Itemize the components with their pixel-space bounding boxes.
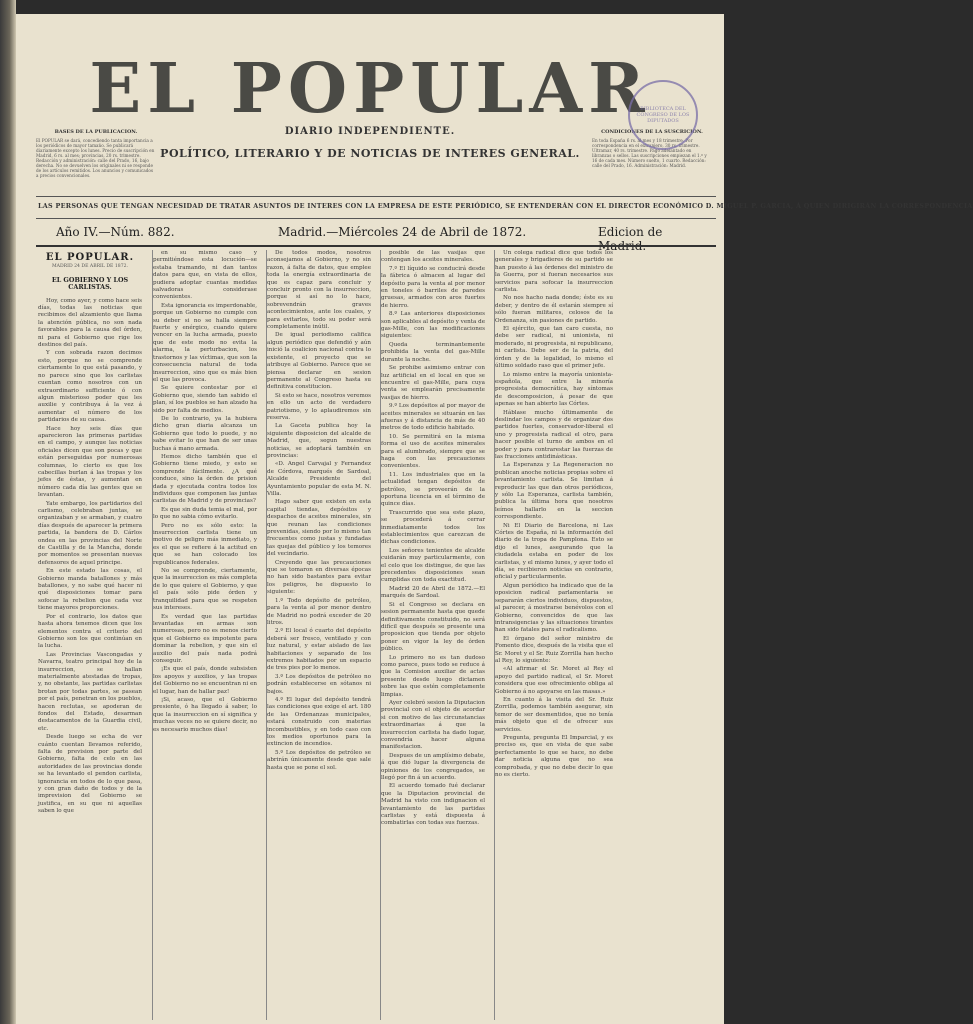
paragraph: Hace hoy seis días que aparecieron las primeras partidas en el campo, y aunque las noticias oficiales dicen que son pocas y que están perseguidas por numerosas columnas, lo cierto es que los cabecillas burlan á las tropas y los jefes de éstas, y aumentan en número cada día las gentes que se levantan.: [38, 425, 142, 499]
section-header: EL POPULAR.: [45, 252, 135, 263]
volume-number: Año IV.—Núm. 882.: [56, 225, 175, 239]
paragraph: 4.º El lugar del depósito tendrá las condiciones que exige el art. 180 de las Ordenanzas municipales, estará construido con materias incombustibles, y en todo caso con los medios oportunos para la extincion de incendios.: [267, 696, 371, 748]
paragraph: posible de las vasijas que contengan los aceites minerales.: [381, 250, 485, 264]
paragraph: Las Provincias Vascongadas y Navarra, teatro principal hoy de la insurreccion, se hallan materialmente atestadas de tropas, y, no obstante, las partidas carlistas brotan por todas partes, se pasean por el país, penetran en los pueblos, hacen reclutas, se apoderan de fondos del Estado, desarman destacamentos de la Guardia civil, etc.: [38, 651, 142, 732]
paragraph: Los señores tenientes de alcalde cuidarán muy particularmente, con el celo que los distingue, de que las precedentes disposiciones sean cumplidas con toda exactitud.: [381, 547, 485, 584]
paragraph: Es verdad que las partidas levantadas en armas son numerosas, pero no es menos cierto que el Gobierno es impotente para dominar la rebelion, y que sin el auxilio del país nada podrá conseguir.: [153, 613, 257, 664]
paragraph: Es que sin duda temia el mal, por lo que no sabia cómo evitarlo.: [153, 506, 257, 521]
paragraph: 3.º Los depósitos de petróleo no podrán establecerse en sótanos ni bajos.: [267, 673, 371, 695]
paragraph: Algun periódico ha indicado que de la oposicion radical parlamentaria se separarán ciertos individuos, dispuestos, al parecer, á mostrarse benévolos con el Gobierno, convencidos de que las intransigencias y las situaciones tirantes han sido fatales para el radicalismo.: [495, 582, 613, 634]
paragraph: Pero no es sólo esto: la insurreccion carlista tiene un motivo de peligro más inmediato, y es el que se refiere á la actitud en que se han colocado los republicanos federales.: [153, 522, 257, 566]
paragraph: En este estado las cosas, el Gobierno manda batallones y más batallones, y no sabe qué hacer ni qué disposiciones tomar para sofocar la rebelion que cada vez tiene mayores proporciones.: [38, 568, 142, 612]
paragraph: Desde luego se echa de ver cuánto cuentan llevamos referido, falta de prevision por parte del Gobierno, falta de celo en las autoridades de las provincias donde se ha levantado el pendon carlista, ignorancia en todos de lo que pasa, y con gran daño de todos y de la imprevision del Gobierno se justifica, en su que ni aquellas saben lo que: [38, 734, 142, 815]
paragraph: Ni El Diario de Barcelona, ni Las Córtes de España, ni la información del diario de la tropa de Pamplona. Esto se dijo el lunes, asegurando que la ciudadela estaba en poder de los carlistas, y el mismo lunes, y ayer todo el día, se recibieron noticias en contrario, oficial y particularmente.: [495, 522, 613, 581]
paragraph: No se comprende, ciertamente, que la insurreccion es más completa de lo que quiere el Gobierno, y que el país sólo pide órden y tranquilidad para que se respeten sus intereses.: [153, 568, 257, 612]
dateline: [38, 223, 714, 243]
paragraph: Pregunta, pregunta El Imparcial, y es preciso es, que en vista de que sabe perfectamente lo que se hace, no debe dar noticia alguna que no sea comprobada, y que no debe decir lo que no es cierto.: [495, 735, 613, 779]
paragraph: La Gaceta publica hoy la siguiente disposicion del alcalde de Madrid, que, segun nuestras noticias, se adoptará también en provincias:: [267, 423, 371, 459]
notice-rule: [36, 218, 716, 219]
column-3-text: [267, 250, 371, 772]
paragraph: Hemos dicho también que el Gobierno tiene miedo, y esto se comprende fácilmente. ¿A qué conduce, sino la órden de prision dada y ejecutada contra todos los individuos que componen las juntas carlistas de Madrid y de provincias?: [153, 453, 257, 505]
issue-date: Madrid.—Miércoles 24 de Abril de 1872.: [278, 225, 527, 239]
paragraph: ¡Es que el país, donde subsisten los apoyos y auxilios, y las tropas del Gobierno no se encuentran ni en el lugar, han de hallar paz!: [153, 666, 257, 695]
paragraph: en su mismo caso y permitiéndose esta locución—se estaba tramando, ni dan tantos datos para que, en vista de ellos, pudiera adoptar cuantas medidas salvadoras considerase convenientes.: [153, 250, 257, 301]
paragraph: Se prohibe asimismo entrar con luz artificial en el local en que se encuentre el gas-Mille, para cuya venta se emplearán precisamente vasijas de hierro.: [381, 365, 485, 401]
paragraph: Hago saber que existen en esta capital tiendas, depósitos y despachos de aceites minerales, sin que reunan las condiciones prevenidas, siendo por lo mismo tan frecuentes como justas y fundadas las quejas del público y los temores del vecindario.: [267, 499, 371, 558]
paragraph: Si el Congreso se declara en sesion permanente hasta que quede definitivamente constituido, no será difícil que después se presente una proposicion que tienda por objeto poner en vigor la ley de órden público.: [381, 601, 485, 653]
subscription-conditions-heading: CONDICIONES DE LA SUSCRICION.: [601, 129, 703, 135]
paragraph: Creyendo que las precauciones que se tomaron en diversas épocas no han sido bastantes para evitar los peligros, he dispuesto lo siguiente:: [267, 559, 371, 596]
paragraph: Y con sobrada razon decimos esto, porque no se comprende ciertamente lo que está pasando, y no parece sino que los carlistas cuentan como nosotros con un extraordinario sufficiente ó con algun misterioso poder que les auxilie y contribuya á la vez á aumentar el número de los partidarios de su causa.: [38, 350, 142, 424]
paragraph: La Esperanza y La Regeneracion no publican anoche noticias propias sobre el levantamiento carlista. Se limitan á reproducir las que dan otros periódicos, y sólo La Esperanza, carlista también, publica la última hora que nosotros leímos hallarlo en la seccion correspondiente.: [495, 462, 613, 521]
paragraph: El acuerdo tomado fué declarar que la Diputacion provincial de Madrid ha visto con indignacion el levantamiento de las partidas carlistas y está dispuesta á combatirlas con todas sus fuerzas.: [381, 783, 485, 827]
page-edge: [0, 0, 16, 1024]
column-2: [152, 250, 257, 1020]
paragraph: Hoy, como ayer, y como hace seis días, todas las noticias que recibimos del alzamiento que llama la atención pública, no son nada favorables para la causa del órden, ni para el Gobierno que rige los destinos del país.: [38, 297, 142, 349]
paragraph: 2.º El local ó cuarto del depósito deberá ser fresco, ventilado y con luz natural, y estar aislado de las habitaciones y separado de los extremos habitados por un espacio de tres pies por lo menos.: [267, 628, 371, 672]
paragraph: Madrid 20 de Abril de 1872.—El marqués de Sardoal.: [381, 585, 485, 600]
paragraph: Esta ignorancia es imperdonable, porque un Gobierno no cumple con su deber si no se halla siempre fuerte y enérgico, cuando quiere vencer en la lucha armada, puesto que de este modo no evita la alarma, la perturbacion, los trastornos y las víctimas, que son la consecuencia natural de toda insurreccion, sino que es más bien el que las provoca.: [153, 302, 257, 383]
paragraph: Lo primero no es tan dudoso como parece, pues todo se reduce á que la Comision auxiliar de actas presente desde luego dictamen sobre las que estén completamente limpias.: [381, 654, 485, 698]
article-heading: EL GOBIERNO Y LOS CARLISTAS.: [51, 275, 129, 292]
dateline-rule: [36, 245, 716, 247]
paragraph: Despues de un amplísimo debate, á que dió lugar la divergencia de opiniones de los congregados, se llegó por fin á un acuerdo.: [381, 752, 485, 782]
subscription-conditions-text: En toda España 6 rs. al mes y 18 trimestre. Por correspondencia en el extranjero, 30 rs. trimestre. Ultramar, 40 rs. trimestre. Pago adelantado en libranzas o sellos. Las suscripciones empiezan el 1.º y 16 de cada mes. Número suelto, 1 cuarto. Redacción: calle del Prado, 16. Administración: Madrid.: [592, 138, 707, 168]
paragraph: El ejército, que tan caro cuesta, no debe ser radical, ni unionista, ni moderado, ni progresista, ni republicano, ni carlista. Debe ser de la patria, del órden y de la legalidad, lo mismo el último soldado raso que el primer jefe.: [495, 326, 613, 370]
paragraph: 7.º El líquido se conducirá desde la fábrica ó almacen al lugar del depósito para la venta al por menor en toneles ó barriles de paredes gruesas, armados con aros fuertes de hierro.: [381, 265, 485, 309]
paragraph: 10. Se permitirá en la misma forma el uso de aceites minerales para el alumbrado, siempre que se haga con las precauciones convenientes.: [381, 433, 485, 470]
paragraph: De igual periodismo califica algun periódico que defendió y aún inició la coalicion nacional contra lo existente, el proyecto que se atribuye al Gobierno. Parece que se piensa declarar en sesion permanente al Congreso hasta su definitiva constitucion.: [267, 332, 371, 391]
newspaper-subtitle: DIARIO INDEPENDIENTE.: [284, 126, 456, 137]
publication-bases-box: [36, 130, 156, 178]
newspaper-page: [16, 14, 973, 1024]
paragraph: 11. Los industriales que en la actualidad tengan depósitos de petróleo, se proveerán de la oportuna licencia en el término de quince días.: [381, 471, 485, 508]
paragraph: Yate embargo, los partidarios del carlismo, celebraban juntas, se organizaban y se armaban, y cuatro días después de aparecer la primera partida, la bandera de D. Cárlos ondea en las provincias del Norte de Castilla y de la Mancha, donde por momentos se presentan nuevas defensores de aquel principe.: [38, 500, 142, 566]
column-4: [380, 250, 485, 1020]
section-dateline: MADRID 24 DE ABRIL DE 1872.: [51, 264, 129, 270]
library-stamp: [628, 80, 698, 150]
paragraph: De lo contrario, ya la hubiera dicho gran diaria alcanza un Gobierno que todo lo puede, y no sabe evitar lo que han de ser unas luchas á mano armada.: [153, 415, 257, 452]
library-stamp-text: BIBLIOTECA DEL CONGRESO DE LOS DIPUTADOS: [636, 106, 690, 124]
paragraph: En cuanto á la visita del Sr. Ruiz Zorrilla, podemos también asegurar, sin temor de ser desmentidos, que no tenía más objeto que el de ofrecer sus servicios.: [495, 696, 613, 733]
paragraph: Trascurrido que sea este plazo, se procederá á cerrar inmediatamente todos los establecimientos que carezcan de dichas condiciones.: [381, 509, 485, 546]
top-rule: [36, 196, 716, 197]
paragraph: Queda terminantemente prohibida la venta del gas-Mille durante la noche.: [381, 341, 485, 363]
publication-bases-heading: BASES DE LA PUBLICACION.: [54, 129, 138, 135]
column-3: [266, 250, 371, 1020]
paragraph: Ayer celebró sesion la Diputacion provincial con el objeto de acordar si con motivo de las circunstancias extraordinarias á que la insurreccion carlista ha dado lugar, convendría hacer alguna manifestacion.: [381, 699, 485, 751]
paragraph: Háblase mucho últimamente de deslindar los campos y de organizar dos partidos fuertes, conservador-liberal el uno y progresista radical el otro, para hacer posible el turno de ambos en el poder y para contrarestar las fuerzas de las fracciones antidinásticas.: [495, 409, 613, 460]
column-2-text: [153, 250, 257, 734]
paragraph: No nos hacho nada donde; éste es su deber, y dentro de él estarán siempre sí sólo fueran militares, celosos de la Ordenanza, sin pasiones de partido.: [495, 295, 613, 324]
article-columns: [38, 250, 716, 1020]
paragraph: 9.º Los depósitos al por mayor de aceites minerales se situarán en las afueras y á distancia de más de 40 metros de todo edificio habitado.: [381, 403, 485, 432]
paragraph: «Al afirmar el Sr. Moret al Rey el apoyo del partido radical, el Sr. Moret considera que ese ofrecimiento obliga al Gobierno á no apoyarse en las masas.»: [495, 666, 613, 695]
paragraph: Un colega radical dice que todos los generales y brigadieres de su partido se han puesto á las órdenes del ministro de la Guerra, por si fueran necesarios sus servicios para sofocar la insurreccion carlista.: [495, 250, 613, 294]
edition-label: Edicion de: [598, 225, 663, 239]
correspondence-notice: LAS PERSONAS QUE TENGAN NECESIDAD DE TRATAR ASUNTOS DE INTERES CON LA EMPRESA DE ESTE PERIÓDICO, SE ENTENDERÁN CON EL DIRECTOR ECONÓMICO D. MIGUEL P. GARCIA, Á QUIEN DIRIGIRÁN LA CORRESPONDENCIA: [38, 202, 973, 210]
paragraph: Se quiere contestar por el Gobierno que, siendo tan sabido el plan, sí los pueblos se han alzado ha sido por falta de medios.: [153, 385, 257, 414]
paragraph: ¡Si, acaso, que el Gobierno presiente, ó ha llegado á saber, lo que la insurreccion en sí significa y muchas veces no se quiere decir, no es necesario muchos días!: [153, 696, 257, 733]
column-5-text: [495, 250, 613, 779]
paragraph: El órgano del señor ministro de Fomento dice, después de la visita que el Sr. Moret y el Sr. Ruiz Zorrilla han hecho al Rey, lo siguiente:: [495, 635, 613, 664]
column-1: [38, 250, 142, 1020]
paragraph: Por el contrario, los datos que hasta ahora tenemos dicen que los elementos contra el criterio del Gobierno son los que continúan en la lucha.: [38, 613, 142, 650]
column-1-text: [38, 298, 142, 816]
paragraph: 1.º Todo depósito de petróleo, para la venta al por menor dentro de Madrid no podrá exceder de 20 litros.: [267, 597, 371, 626]
paragraph: Lo mismo entre la mayoría unionista-española, que entre la minoría progresista democrática, hay síntomas de descomposicion, á pesar de que apenas se han abierto las Córtes.: [495, 371, 613, 408]
column-5: [494, 250, 613, 1020]
column-4-text: [381, 250, 485, 828]
paragraph: De todos modos, nosotros aconsejamos al Gobierno, y no sin razon, á falta de datos, que emplee toda la energía extraordinaria de que es capaz para concluir y concluir pronto con la insurreccion, porque si así no lo hace, sobrevendrán graves acontecimientos, ante los cuales, y para evitarlos, todo su poder será completamente inútil.: [267, 250, 371, 331]
paragraph: «D. Angel Carvajal y Fernandez de Córdova, marqués de Sardoal, Alcalde Presidente del Ayuntamiento popular de esta M. N. Villa.: [267, 461, 371, 497]
publication-bases-text: El POPULAR se dará, concediendo tanta importancia a los periódicos de mayor tamaño. Se publicará diariamente excepto los lunes. Precio de suscripción en Madrid, 6 rs. al mes; provincias, 20 rs. trimestre. Redacción y administración: calle del Prado, 16, bajo derecha. No se devuelven los originales ni se responde de los artículos remitidos. Los anuncios y comunicados a precios convencionales.: [36, 138, 155, 178]
paragraph: 8.º Las anteriores disposiciones son aplicables al depósito y venta de gas-Mille, con las modificaciones siguientes:: [381, 311, 485, 340]
paragraph: 5.º Los depósitos de petróleo se abrirán únicamente desde que sale hasta que se pone el sol.: [267, 749, 371, 771]
newspaper-tagline: POLÍTICO, LITERARIO Y DE NOTICIAS DE INTERES GENERAL.: [160, 147, 580, 160]
paragraph: Si esto se hace, nosotros veremos en ello un acto de verdadero patriotismo, y lo aplaudiremos sin reserva.: [267, 392, 372, 421]
newspaper-title: EL POPULAR: [89, 49, 651, 129]
